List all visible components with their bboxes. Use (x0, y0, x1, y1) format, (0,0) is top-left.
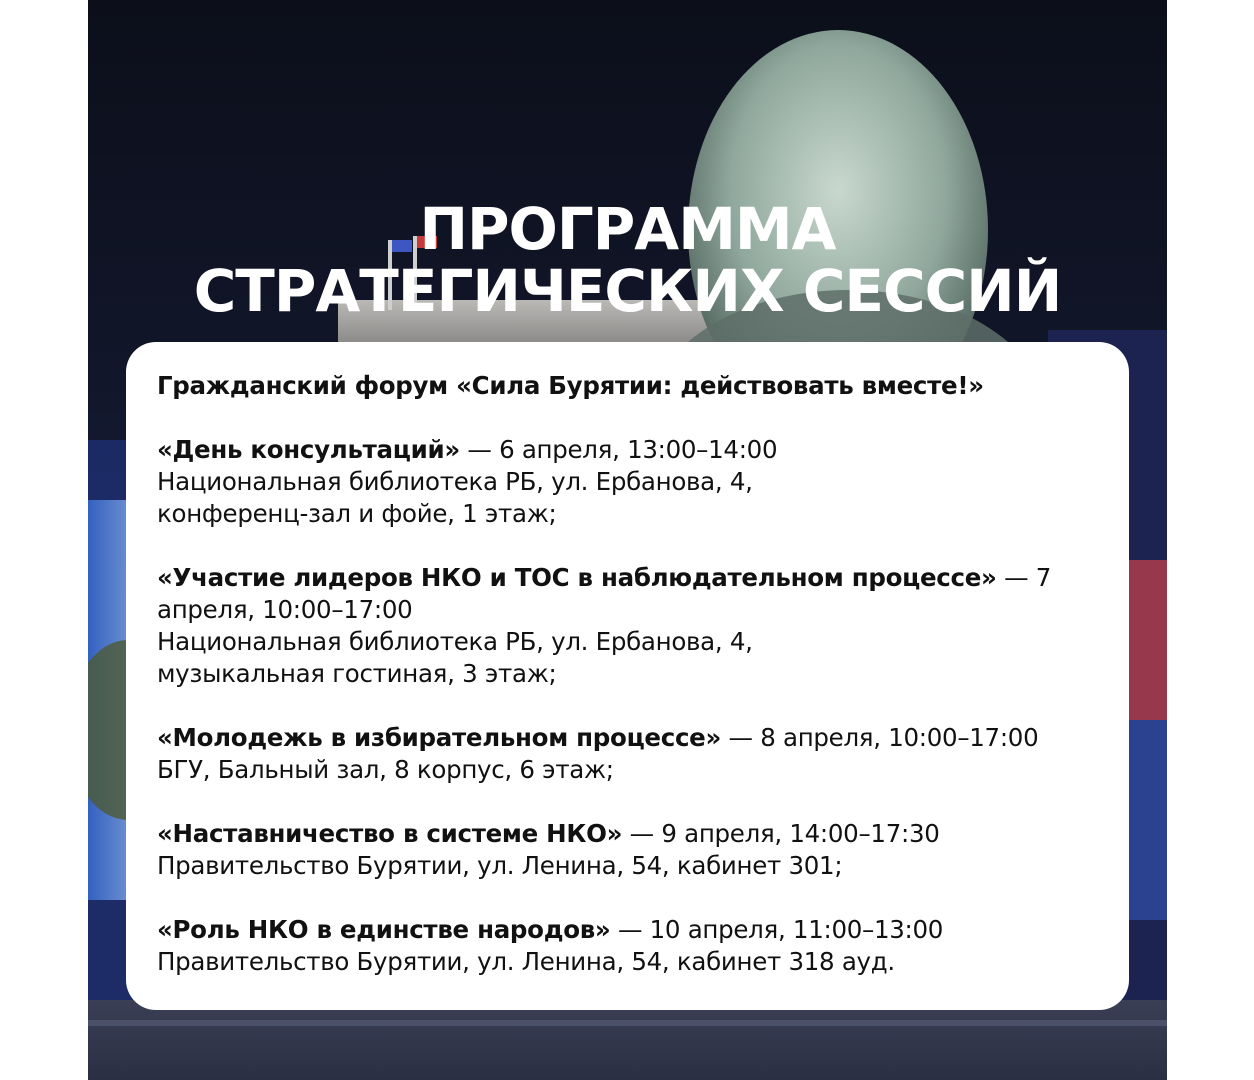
session-name: «День консультаций» (157, 435, 460, 464)
session-name: «Участие лидеров НКО и ТОС в наблюдательном процессе» (157, 563, 997, 592)
session-item (157, 434, 1109, 530)
session-location: Национальная библиотека РБ, ул. Ербанова, 4, (157, 627, 753, 656)
title-line-2: СТРАТЕГИЧЕСКИХ СЕССИЙ (193, 257, 1062, 325)
session-item (157, 562, 1109, 690)
session-location: Правительство Бурятии, ул. Ленина, 54, кабинет 301; (157, 851, 843, 880)
program-card (126, 342, 1129, 1010)
session-title-line (157, 723, 1038, 752)
session-datetime: — 8 апреля, 10:00–17:00 (721, 723, 1039, 752)
session-item (157, 722, 1109, 786)
session-location: БГУ, Бальный зал, 8 корпус, 6 этаж; (157, 755, 614, 784)
session-title-line (157, 435, 777, 464)
forum-heading: Гражданский форум «Сила Бурятии: действовать вместе!» (157, 371, 984, 400)
session-location-detail: конференц-зал и фойе, 1 этаж; (157, 499, 557, 528)
session-title-line (157, 819, 940, 848)
session-title-line (157, 563, 1051, 624)
session-datetime: — 10 апреля, 11:00–13:00 (610, 915, 944, 944)
page-title (88, 195, 1167, 325)
session-location-detail: музыкальная гостиная, 3 этаж; (157, 659, 557, 688)
session-datetime: — 6 апреля, 13:00–14:00 (459, 435, 778, 464)
session-name: «Молодежь в избирательном процессе» (157, 723, 722, 752)
session-item (157, 818, 1109, 882)
session-datetime: — 7 апреля, 10:00–17:00 (157, 563, 1052, 624)
session-title-line (157, 915, 943, 944)
session-datetime: — 9 апреля, 14:00–17:30 (622, 819, 940, 848)
session-item (157, 914, 1109, 978)
session-location: Правительство Бурятии, ул. Ленина, 54, кабинет 318 ауд. (157, 947, 895, 976)
session-name: «Наставничество в системе НКО» (157, 819, 623, 848)
title-line-1: ПРОГРАММА (419, 195, 836, 263)
session-location: Национальная библиотека РБ, ул. Ербанова, 4, (157, 467, 753, 496)
session-name: «Роль НКО в единстве народов» (157, 915, 611, 944)
